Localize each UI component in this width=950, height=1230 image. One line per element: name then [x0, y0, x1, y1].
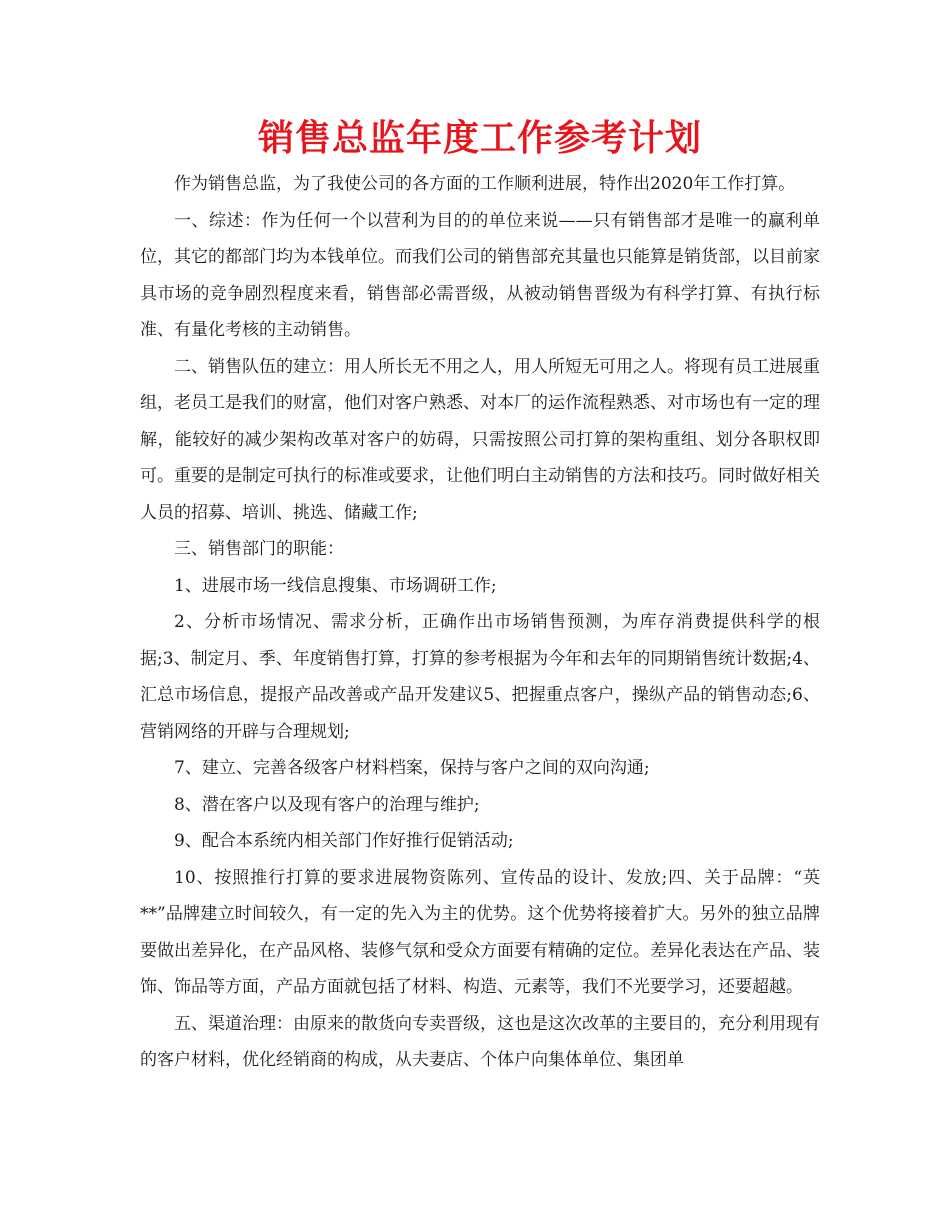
paragraph-overview: 一、综述：作为任何一个以营利为目的的单位来说——只有销售部才是唯一的赢利单位，其它的都部门均为本钱单位。而我们公司的销售部充其量也只能算是销货部，以目前家具市场的竞争剧烈程度来看，销售部必需晋级，从被动销售晋级为有科学打算、有执行标准、有量化考核的主动销售。 — [140, 210, 820, 340]
paragraph-item-7: 7、建立、完善各级客户材料档案，保持与客户之间的双向沟通; — [174, 758, 650, 778]
paragraph-department-functions: 三、销售部门的职能： — [174, 539, 344, 559]
document-body — [140, 166, 820, 1079]
document-page — [140, 112, 820, 1079]
document-title: 销售总监年度工作参考计划 — [257, 118, 702, 159]
paragraph-item-8: 8、潜在客户以及现有客户的治理与维护; — [174, 794, 480, 815]
paragraph-item-1: 1、进展市场一线信息搜集、市场调研工作; — [174, 575, 497, 596]
paragraph-intro: 作为销售总监，为了我使公司的各方面的工作顺利进展，特作出2020年工作打算。 — [174, 174, 796, 194]
paragraph-item-9: 9、配合本系统内相关部门作好推行促销活动; — [174, 831, 514, 851]
paragraph-sales-team: 二、销售队伍的建立：用人所长无不用之人，用人所短无可用之人。将现有员工进展重组，老员工是我们的财富，他们对客户熟悉、对本厂的运作流程熟悉、对市场也有一定的理解，能较好的减少架构改革对客户的妨碍，只需按照公司打算的架构重组、划分各职权即可。重要的是制定可执行的标准或要求，让他们明白主动销售的方法和技巧。同时做好相关人员的招募、培训、挑选、储藏工作; — [140, 356, 820, 523]
paragraph-item-2-6: 2、分析市场情况、需求分析，正确作出市场销售预测，为库存消费提供科学的根据;3、制定月、季、年度销售打算，打算的参考根据为今年和去年的同期销售统计数据;4、汇总市场信息，提报产品改善或产品开发建议5、把握重点客户，操纵产品的销售动态;6、营销网络的开辟与合理规划; — [140, 612, 820, 742]
paragraph-channel-management: 五、渠道治理：由原来的散货向专卖晋级，这也是这次改革的主要目的，充分利用现有的客户材料，优化经销商的构成，从夫妻店、个体户向集体单位、集团单 — [140, 1013, 820, 1070]
paragraph-item-10-brand: 10、按照推行打算的要求进展物资陈列、宣传品的设计、发放;四、关于品牌：“英**”品牌建立时间较久，有一定的先入为主的优势。这个优势将接着扩大。另外的独立品牌要做出差异化，在产品风格、装修气氛和受众方面要有精确的定位。差异化表达在产品、装饰、饰品等方面，产品方面就包括了材料、构造、元素等，我们不光要学习，还要超越。 — [140, 867, 820, 997]
